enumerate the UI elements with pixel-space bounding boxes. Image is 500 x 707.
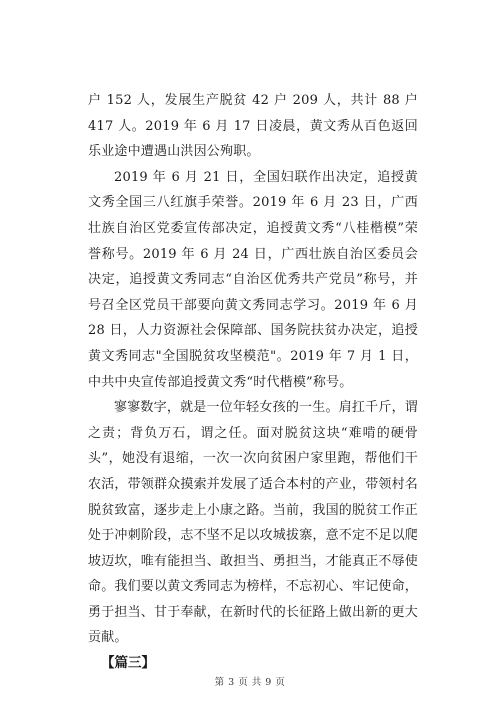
- document-body: [88, 88, 418, 677]
- paragraph-reflection: 寥寥数字，就是一位年轻女孩的一生。肩扛千斤，谓之责；背负万石，谓之任。面对脱贫这块“难啃的硬骨头”，她没有退缩，一次一次向贫困户家里跑，帮他们干农活，带领群众摸索并发展了适合本村的产业，带领村名脱贫致富，逐步走上小康之路。当前，我国的脱贫工作正处于冲刺阶段，志不坚不足以攻城拔寨，意不定不足以爬坡迈坎，唯有能担当、敢担当、勇担当，才能真正不辱使命。我们要以黄文秀同志为榜样，不忘初心、牢记使命，勇于担当、甘于奉献，在新时代的长征路上做出新的更大贡献。: [88, 400, 419, 646]
- paragraph-continuation: 户 152 人，发展生产脱贫 42 户 209 人，共计 88 户 417 人。2019 年 6 月 17 日凌晨，黄文秀从百色返回乐业途中遭遇山洪因公殉职。: [88, 93, 418, 160]
- paragraph-honors: 2019 年 6 月 21 日，全国妇联作出决定，追授黄文秀全国三八红旗手荣誉。2019 年 6 月 23 日，广西壮族自治区党委宣传部决定，追授黄文秀“八桂楷模”荣誉称号。2019 年 6 月 24 日，广西壮族自治区委员会决定，追授黄文秀同志“自治区优秀共产党员”称号，并号召全区党员干部要向黄文秀同志学习。2019 年 6 月 28 日，人力资源社会保障部、国务院扶贫办决定，追授黄文秀同志"全国脱贫攻坚模范"。2019 年 7 月 1 日，中共中央宣传部追授黄文秀“时代楷模”称号。: [88, 169, 418, 390]
- page-number-footer: 第 3 页 共 9 页: [214, 677, 286, 688]
- section-heading: 【篇三】: [101, 655, 155, 672]
